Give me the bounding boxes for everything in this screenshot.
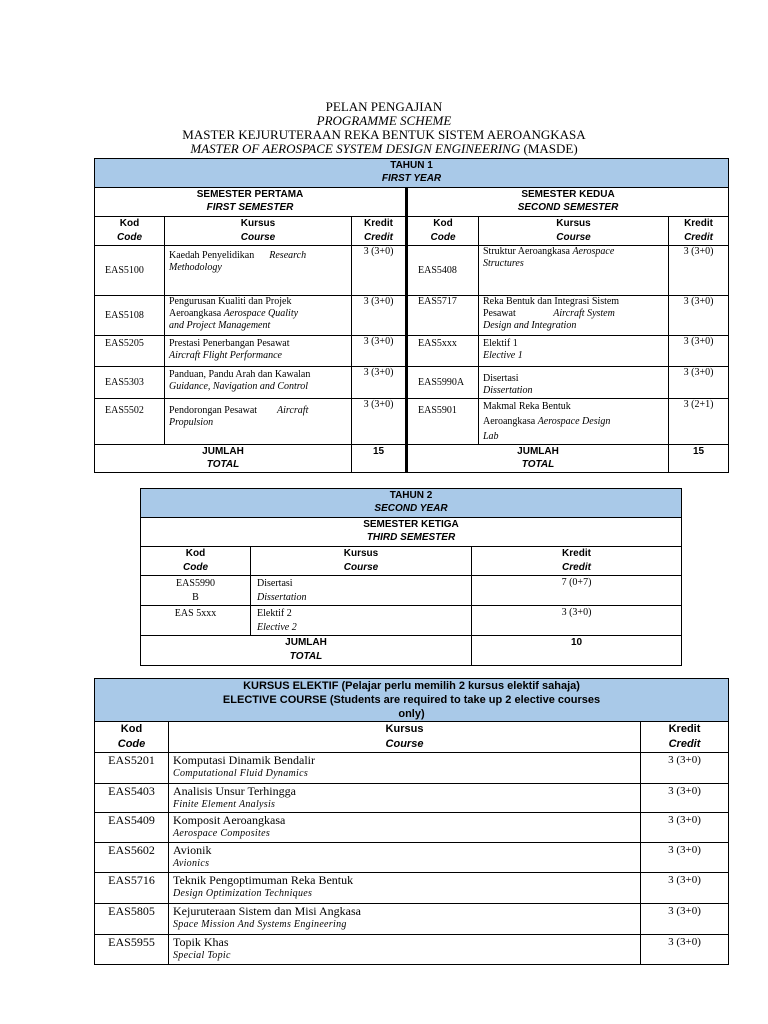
course-name [169, 873, 641, 904]
sem2-header [407, 188, 729, 217]
electives-header [95, 679, 729, 722]
col-kursus-ms: Kursus [343, 548, 379, 559]
course-code: EAS5805 [95, 904, 169, 935]
col-kredit [352, 217, 407, 246]
course-credit: 3 (3+0) [352, 246, 407, 296]
sem1-header [95, 188, 407, 217]
course-name-ms: Elektif 1 [483, 338, 518, 349]
course-name-en-2: and Project Management [169, 320, 271, 331]
table-row [95, 843, 729, 873]
electives-title-ms: KURSUS ELEKTIF (Pelajar perlu memilih 2 kursus elektif sahaja) [243, 680, 580, 692]
col-kod-ms: Kod [185, 548, 206, 559]
course-name-en-2: Lab [483, 431, 499, 442]
year2-column-headers [141, 547, 682, 576]
course-name [165, 336, 352, 367]
electives-table [94, 678, 729, 965]
col-kod [141, 547, 251, 576]
col-kod-ms: Kod [120, 723, 143, 735]
col-kursus [251, 547, 472, 576]
course-name-en: Aerospace Design [537, 416, 611, 427]
electives-column-headers [95, 722, 729, 753]
course-credit: 3 (3+0) [669, 246, 729, 296]
course-name-en: Elective 1 [483, 350, 523, 361]
electives-title-en: ELECTIVE COURSE (Students are required to take up 2 elective courses [222, 694, 601, 706]
course-credit: 3 (3+0) [669, 367, 729, 399]
heading-line-4 [0, 142, 768, 156]
total-label [141, 636, 472, 666]
course-name [479, 399, 669, 445]
col-kursus-ms-2: Kursus [556, 218, 591, 229]
col-kredit-ms: Kredit [364, 218, 393, 229]
course-name-en: Computational Fluid Dynamics [173, 768, 309, 779]
course-code: EAS5409 [95, 813, 169, 843]
course-name [479, 367, 669, 399]
sem2-en: SECOND SEMESTER [517, 202, 619, 213]
col-kod-en-2: Code [430, 232, 456, 243]
sem3-ms: SEMESTER KETIGA [363, 519, 459, 530]
course-name-ms: Reka Bentuk dan Integrasi Sistem [483, 296, 620, 307]
course-credit: 3 (3+0) [352, 367, 407, 399]
sem3-en: THIRD SEMESTER [366, 532, 456, 543]
course-name-ms: Disertasi [483, 373, 519, 384]
course-code [141, 606, 251, 636]
course-credit: 3 (3+0) [352, 296, 407, 336]
col-kod-en: Code [117, 738, 146, 750]
col-kod-en: Code [117, 232, 142, 243]
col-kredit-en-2: Credit [684, 232, 713, 243]
table-row [95, 904, 729, 935]
course-name [165, 399, 352, 445]
course-name-ms: Teknik Pengoptimuman Reka Bentuk [173, 873, 354, 887]
course-name [169, 904, 641, 935]
course-name-en: Aircraft [277, 405, 309, 416]
heading-line-2: PROGRAMME SCHEME [316, 113, 452, 128]
course-credit: 3 (3+0) [352, 399, 407, 445]
col-kod [95, 217, 165, 246]
col-kredit-en: Credit [562, 562, 591, 573]
course-name-en-2: Methodology [169, 262, 222, 273]
course-name-en: Aircraft System [553, 308, 615, 319]
course-code: EAS5955 [95, 935, 169, 965]
table-row [95, 753, 729, 784]
table-row [95, 246, 729, 296]
sem1-en: FIRST SEMESTER [206, 202, 294, 213]
course-name-en-2: Design and Integration [483, 320, 577, 331]
course-credit: 7 (0+7) [472, 576, 682, 606]
course-code-line-1: EAS5990 [176, 578, 215, 589]
year2-title-en: SECOND YEAR [374, 503, 448, 514]
course-name [251, 576, 472, 606]
col-kredit-en: Credit [668, 738, 701, 750]
course-code: EAS5303 [95, 367, 165, 399]
course-code: EAS5716 [95, 873, 169, 904]
col-kredit [641, 722, 729, 753]
col-kredit-ms: Kredit [562, 548, 591, 559]
course-name-ms: Panduan, Pandu Arah dan Kawalan [169, 369, 311, 380]
document-heading [0, 100, 768, 156]
course-credit: 3 (3+0) [669, 336, 729, 367]
course-name-en: Aircraft Flight Performance [169, 350, 282, 361]
course-name [479, 336, 669, 367]
course-name-en-2: Propulsion [169, 417, 214, 428]
col-kursus-ms: Kursus [240, 218, 276, 229]
col-kredit-2 [669, 217, 729, 246]
table-row [141, 576, 682, 606]
course-name-en: Guidance, Navigation and Control [169, 381, 309, 392]
course-credit: 3 (3+0) [669, 296, 729, 336]
course-name-en: Finite Element Analysis [173, 799, 276, 810]
col-kursus [165, 217, 352, 246]
total-label [95, 445, 352, 473]
col-kredit-ms-2: Kredit [684, 218, 713, 229]
total-label-ms: JUMLAH [285, 637, 327, 648]
col-kod-ms-2: Kod [433, 218, 453, 229]
electives-title-en-2: only) [398, 708, 425, 720]
course-name-ms: Pengurusan Kualiti dan Projek [169, 296, 292, 307]
col-kursus-2 [479, 217, 669, 246]
course-name-en-2: Structures [483, 258, 524, 269]
course-name-en: Aerospace [572, 246, 615, 257]
course-name-en: Design Optimization Techniques [173, 888, 313, 899]
heading-line-3: MASTER KEJURUTERAAN REKA BENTUK SISTEM AEROANGKASA [182, 127, 586, 142]
course-name [169, 784, 641, 813]
course-name-en: Special Topic [173, 950, 231, 961]
total-label-ms: JUMLAH [202, 446, 244, 457]
course-name [251, 606, 472, 636]
table-row [95, 336, 729, 367]
total-label-ms: JUMLAH [517, 446, 559, 457]
course-name-ms: Avionik [173, 843, 212, 857]
course-name-ms: Komputasi Dinamik Bendalir [173, 753, 315, 767]
table-row [95, 813, 729, 843]
col-kod-2 [407, 217, 479, 246]
year1-title-en: FIRST YEAR [381, 173, 442, 184]
course-code: EAS5205 [95, 336, 165, 367]
course-name-en: Avionics [173, 858, 210, 869]
col-kod-ms: Kod [119, 218, 140, 229]
course-credit: 3 (3+0) [641, 753, 729, 784]
course-name-ms-2: Pesawat [483, 308, 516, 319]
course-name [479, 296, 669, 336]
course-name-en: Aerospace Composites [173, 828, 271, 839]
col-kod [95, 722, 169, 753]
col-kredit-en: Credit [364, 232, 393, 243]
total-value: 15 [669, 445, 729, 473]
course-name [165, 246, 352, 296]
year1-title-ms: TAHUN 1 [390, 160, 433, 171]
total-value: 10 [472, 636, 682, 666]
col-kursus-en: Course [240, 232, 276, 243]
year1-table [94, 158, 729, 473]
course-code [141, 576, 251, 606]
course-name [165, 296, 352, 336]
table-row [141, 606, 682, 636]
course-name [169, 753, 641, 784]
total-label [407, 445, 669, 473]
course-code: EAS5990A [407, 367, 479, 399]
course-name-en: Elective 2 [257, 622, 297, 633]
total-row [141, 636, 682, 666]
course-credit: 3 (3+0) [641, 784, 729, 813]
course-credit: 3 (3+0) [472, 606, 682, 636]
course-name [479, 246, 669, 296]
course-code: EAS5403 [95, 784, 169, 813]
course-name-ms: Struktur Aeroangkasa [483, 246, 570, 257]
course-name-ms-2: Aeroangkasa [169, 308, 222, 319]
table-row [95, 784, 729, 813]
col-kredit [472, 547, 682, 576]
table-row [95, 873, 729, 904]
course-name-ms: Disertasi [257, 578, 293, 589]
table-row [95, 935, 729, 965]
sem2-ms: SEMESTER KEDUA [521, 189, 615, 200]
course-credit: 3 (3+0) [641, 813, 729, 843]
col-kredit-ms: Kredit [668, 723, 701, 735]
course-name [169, 813, 641, 843]
course-name-ms: Makmal Reka Bentuk [483, 401, 571, 412]
col-kursus-en: Course [385, 738, 424, 750]
course-code: EAS5408 [407, 246, 479, 296]
total-label-en: TOTAL [206, 459, 240, 470]
col-kursus-en-2: Course [556, 232, 591, 243]
col-kod-en: Code [183, 562, 208, 573]
course-code-line-1: EAS 5xxx [174, 608, 217, 619]
course-name [169, 843, 641, 873]
course-credit: 3 (3+0) [352, 336, 407, 367]
total-label-en: TOTAL [521, 459, 555, 470]
course-code: EAS5108 [95, 296, 165, 336]
course-name [165, 367, 352, 399]
course-name-en: Space Mission And Systems Engineering [173, 919, 347, 930]
heading-line-1: PELAN PENGAJIAN [325, 99, 443, 114]
course-credit: 3 (2+1) [669, 399, 729, 445]
course-code: EAS5717 [407, 296, 479, 336]
course-name-ms: Komposit Aeroangkasa [173, 813, 286, 827]
course-name-en: Aerospace Quality [223, 308, 299, 319]
table-row [95, 367, 729, 399]
course-code: EAS5xxx [407, 336, 479, 367]
course-code: EAS5901 [407, 399, 479, 445]
course-name-ms: Analisis Unsur Terhingga [173, 784, 296, 798]
total-label-en: TOTAL [289, 651, 323, 662]
course-name-en: Dissertation [483, 385, 533, 396]
total-row [95, 445, 729, 473]
course-code: EAS5602 [95, 843, 169, 873]
course-name-ms-2: Aeroangkasa [483, 416, 536, 427]
course-code: EAS5201 [95, 753, 169, 784]
course-name-en: Research [269, 250, 307, 261]
col-kursus-ms: Kursus [385, 723, 424, 735]
course-name-ms: Kaedah Penyelidikan [169, 250, 255, 261]
course-code-line-2: B [192, 592, 199, 603]
table-row [95, 399, 729, 445]
total-value: 15 [352, 445, 407, 473]
course-code: EAS5100 [95, 246, 165, 296]
course-name-ms: Topik Khas [173, 935, 229, 949]
heading-line-4-suffix: (MASDE) [520, 141, 578, 156]
course-name-ms: Elektif 2 [257, 608, 292, 619]
course-credit: 3 (3+0) [641, 904, 729, 935]
course-name [169, 935, 641, 965]
year2-title-ms: TAHUN 2 [389, 490, 433, 501]
year1-column-headers [95, 217, 729, 246]
course-credit: 3 (3+0) [641, 935, 729, 965]
course-name-en: Dissertation [257, 592, 307, 603]
course-name-ms: Prestasi Penerbangan Pesawat [169, 338, 290, 349]
col-kursus [169, 722, 641, 753]
course-credit: 3 (3+0) [641, 843, 729, 873]
year2-table [140, 488, 682, 666]
course-code: EAS5502 [95, 399, 165, 445]
year2-header [141, 489, 682, 518]
heading-line-4-italic: MASTER OF AEROSPACE SYSTEM DESIGN ENGINEERING [190, 141, 521, 156]
course-name-ms: Kejuruteraan Sistem dan Misi Angkasa [173, 904, 361, 918]
course-name-ms: Pendorongan Pesawat [169, 405, 258, 416]
course-credit: 3 (3+0) [641, 873, 729, 904]
col-kursus-en: Course [343, 562, 379, 573]
sem3-header [141, 518, 682, 547]
sem1-ms: SEMESTER PERTAMA [196, 189, 304, 200]
table-row [95, 296, 729, 336]
year1-header [95, 159, 729, 188]
